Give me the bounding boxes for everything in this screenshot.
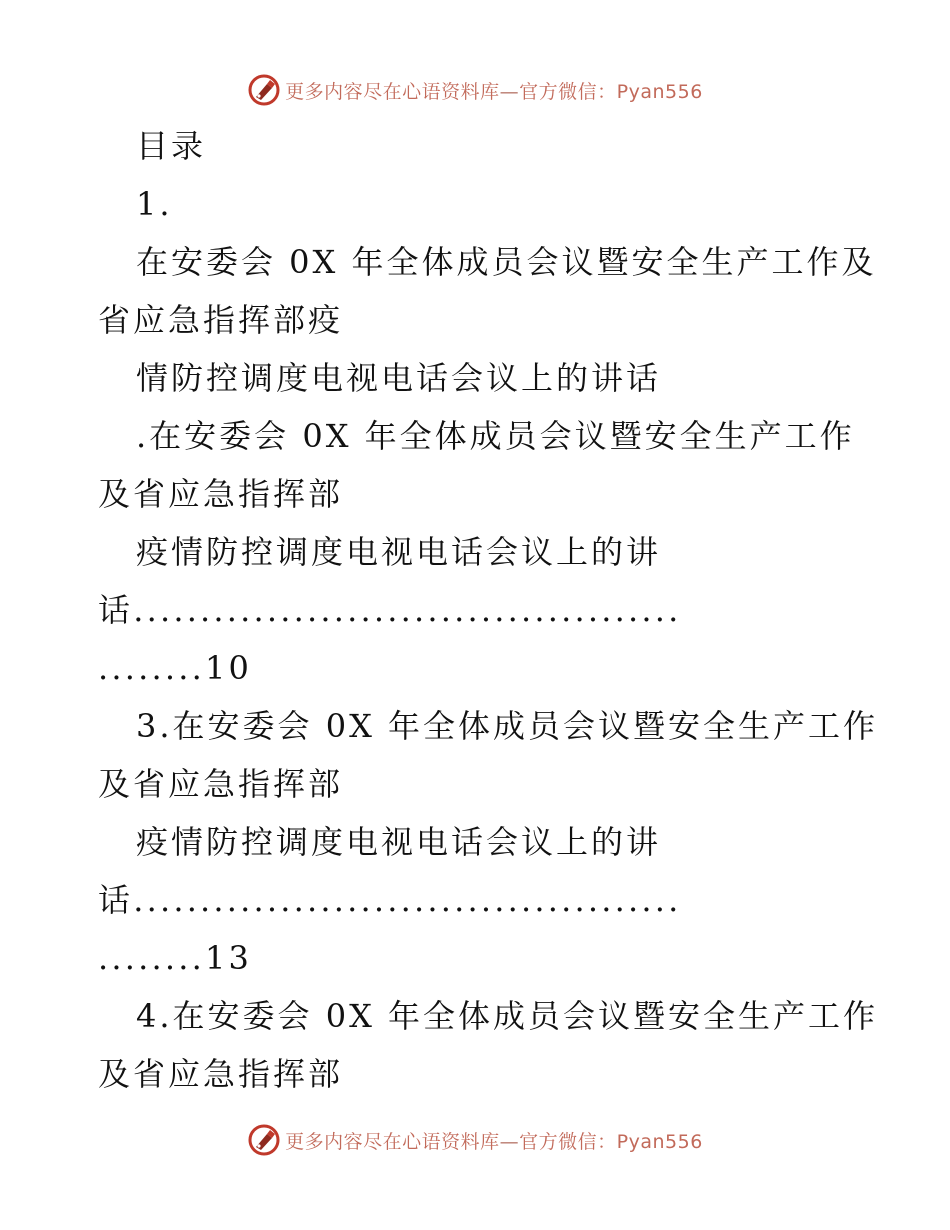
toc-content: [98, 117, 879, 1103]
toc-line: 4.在安委会 0X 年全体成员会议暨安全生产工作: [136, 997, 879, 1035]
toc-page-number-line: ........10: [98, 649, 253, 687]
toc-line: 疫情防控调度电视电话会议上的讲: [136, 533, 662, 571]
toc-line: 及省应急指挥部: [98, 765, 344, 803]
toc-leader-line: 话.........................................: [98, 591, 682, 629]
banner-wechat-text: 官方微信：Pyan556: [519, 80, 703, 103]
toc-heading: 目录: [136, 127, 207, 165]
banner-text: [285, 1127, 703, 1154]
toc-line: .在安委会 0X 年全体成员会议暨安全生产工作: [136, 417, 855, 455]
toc-line: 情防控调度电视电话会议上的讲话: [136, 359, 662, 397]
banner-site-text: 更多内容尽在心语资料库: [285, 80, 500, 103]
toc-page-number-line: ........13: [98, 939, 253, 977]
toc-line: 在安委会 0X 年全体成员会议暨安全生产工作及: [136, 243, 877, 281]
toc-line: 3.在安委会 0X 年全体成员会议暨安全生产工作: [136, 707, 879, 745]
toc-line: 疫情防控调度电视电话会议上的讲: [136, 823, 662, 861]
banner-wechat-text: 官方微信：Pyan556: [519, 1130, 703, 1153]
footer-watermark-banner: [0, 1120, 950, 1160]
pen-nib-logo-icon: [247, 73, 281, 107]
toc-line: 1.: [136, 185, 173, 223]
header-watermark-banner: [0, 70, 950, 110]
toc-line: 省应急指挥部疫: [98, 301, 344, 339]
banner-separator: —: [499, 80, 520, 103]
banner-separator: —: [499, 1130, 520, 1153]
toc-line: 及省应急指挥部: [98, 1055, 344, 1093]
banner-text: [285, 77, 703, 104]
banner-site-text: 更多内容尽在心语资料库: [285, 1130, 500, 1153]
toc-line: 及省应急指挥部: [98, 475, 344, 513]
pen-nib-logo-icon: [247, 1123, 281, 1157]
toc-leader-line: 话.........................................: [98, 881, 682, 919]
